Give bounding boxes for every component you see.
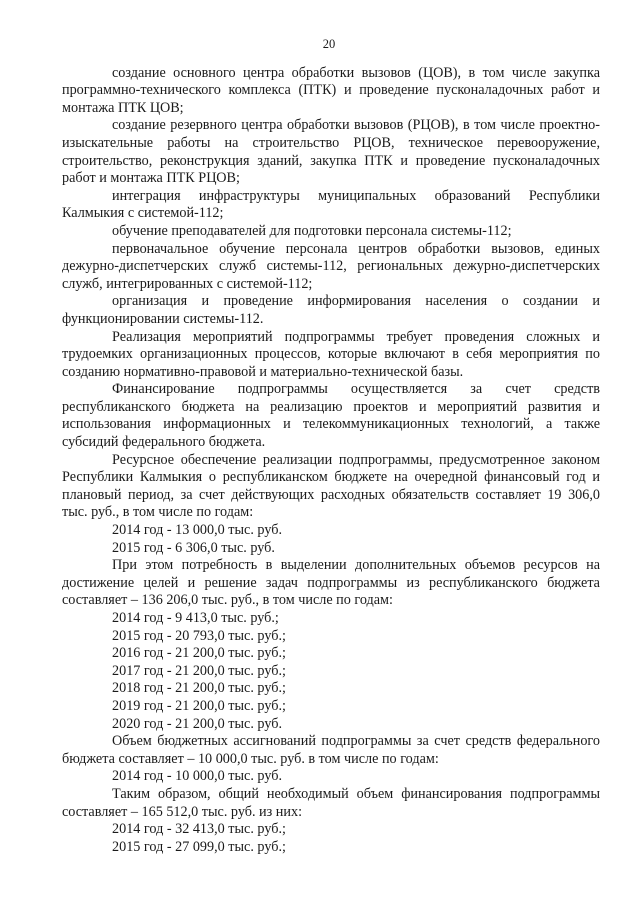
- paragraph-resource-provision: Ресурсное обеспечение реализации подпрограммы, предусмотренное законом Республики Калмыкия о республиканском бюджете на очередной финансовый год и плановый период, за счет действующих расходных обязательств составляет 19 306,0 тыс. руб., в том числе по годам:: [62, 451, 600, 521]
- year-line-additional: 2015 год - 20 793,0 тыс. руб.;: [112, 627, 286, 644]
- paragraph-financing: Финансирование подпрограммы осуществляется за счет средств республиканского бюджета на реализацию проектов и мероприятий развития и использования информационных и телекоммуникационных технологий, а также субсидий федерального бюджета.: [62, 381, 600, 451]
- year-line-additional: 2017 год - 21 200,0 тыс. руб.;: [112, 662, 286, 679]
- paragraph-federal-budget: Объем бюджетных ассигнований подпрограммы за счет средств федерального бюджета составляет – 10 000,0 тыс. руб. в том числе по годам:: [62, 733, 600, 767]
- year-line-current: 2015 год - 6 306,0 тыс. руб.: [112, 539, 275, 556]
- year-line-total: 2014 год - 32 413,0 тыс. руб.;: [112, 821, 286, 838]
- paragraph-reserve-center: создание резервного центра обработки вызовов (РЦОВ), в том числе проектно-изыскательные работы на строительство РЦОВ, техническое перевооружение, строительство, реконструкция зданий, закупка ПТК и проведение пусконаладочных работ и монтажа ПТК РЦОВ;: [62, 117, 600, 187]
- paragraph-informing: организация и проведение информирования населения о создании и функционировании системы-112.: [62, 293, 600, 327]
- year-line-federal: 2014 год - 10 000,0 тыс. руб.: [112, 768, 283, 785]
- paragraph-implementation: Реализация мероприятий подпрограммы требует проведения сложных и трудоемких организационных процессов, которые включают в себя мероприятия по созданию нормативно-правовой и материально-технической базы.: [62, 328, 600, 380]
- year-line-additional: 2019 год - 21 200,0 тыс. руб.;: [112, 697, 286, 714]
- paragraph-integration: интеграция инфраструктуры муниципальных образований Республики Калмыкия с системой-112;: [62, 187, 600, 222]
- page-number: 20: [322, 37, 336, 51]
- paragraph-main-center: создание основного центра обработки вызовов (ЦОВ), в том числе закупка программно-технического комплекса (ПТК) и проведение пусконаладочных работ и монтажа ПТК ЦОВ;: [62, 64, 600, 116]
- paragraph-staff-training: первоначальное обучение персонала центров обработки вызовов, единых дежурно-диспетчерских служб системы-112, региональных дежурно-диспетчерских служб, интегрированных с системой-112;: [62, 240, 600, 292]
- year-line-additional: 2014 год - 9 413,0 тыс. руб.;: [112, 610, 279, 626]
- paragraph-teacher-training: обучение преподавателей для подготовки персонала системы-112;: [112, 222, 512, 239]
- year-line-additional: 2018 год - 21 200,0 тыс. руб.;: [112, 680, 286, 697]
- year-line-current: 2014 год - 13 000,0 тыс. руб.: [112, 522, 283, 539]
- paragraph-additional-need: При этом потребность в выделении дополнительных объемов ресурсов на достижение целей и решение задач подпрограммы из республиканского бюджета составляет – 136 206,0 тыс. руб., в том числе по годам:: [62, 557, 600, 609]
- paragraph-total-financing: Таким образом, общий необходимый объем финансирования подпрограммы составляет – 165 512,0 тыс. руб. из них:: [62, 785, 600, 820]
- year-line-additional: 2016 год - 21 200,0 тыс. руб.;: [112, 645, 286, 662]
- year-line-additional: 2020 год - 21 200,0 тыс. руб.: [112, 715, 283, 732]
- year-line-total: 2015 год - 27 099,0 тыс. руб.;: [112, 838, 286, 855]
